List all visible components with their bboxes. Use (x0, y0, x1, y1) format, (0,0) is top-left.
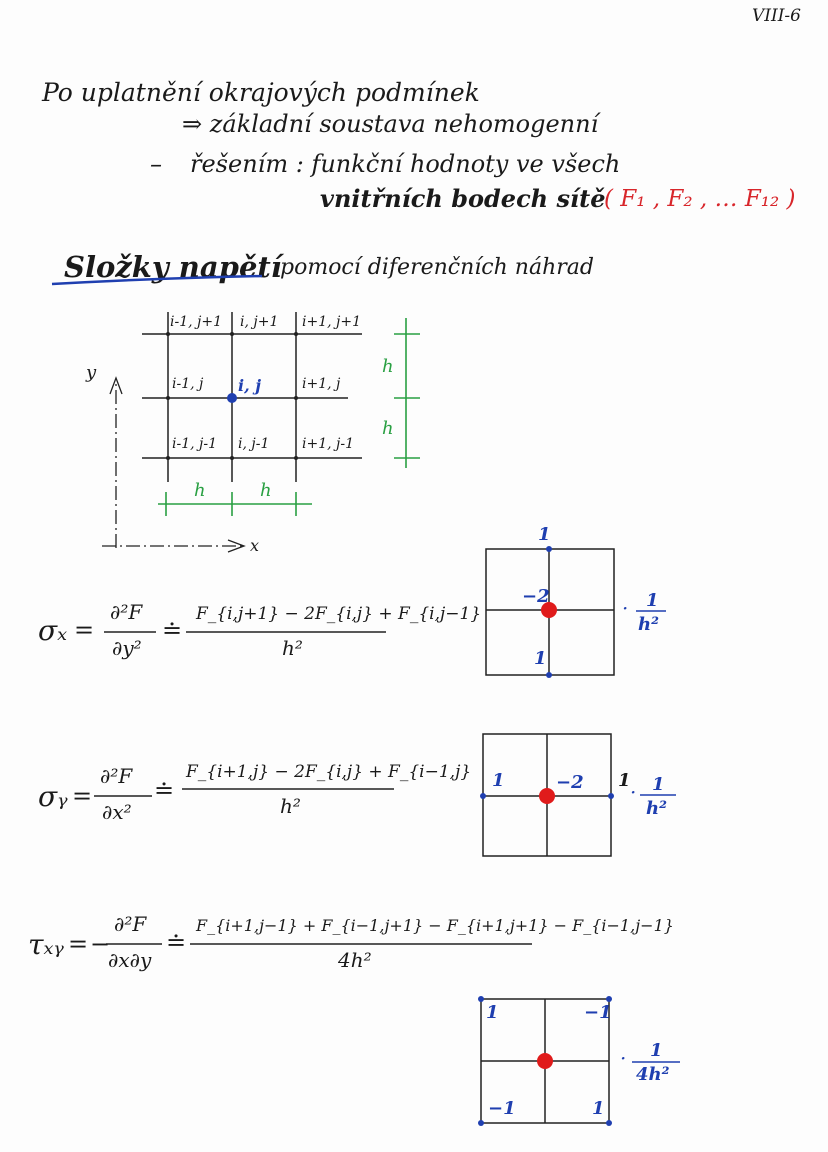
tau-xy-derivative-num: ∂²F (114, 912, 147, 936)
heading-underline (52, 276, 262, 284)
stencil-sigma-y-left (480, 793, 486, 799)
spacing-label-h: h (382, 418, 394, 439)
tau-xy-sign: − (90, 930, 111, 958)
tau-xy-rhs-den: 4h² (338, 948, 372, 972)
stencil-tau-xy-bl-value: −1 (488, 1098, 516, 1119)
sigma-y-derivative-num: ∂²F (100, 764, 133, 788)
sigma-x-factor-dot: · (622, 596, 629, 620)
equals-sign: = (74, 616, 95, 644)
stencil-sigma-x-center-value: −2 (522, 586, 550, 607)
stencil-sigma-y-right-value: 1 (618, 770, 631, 791)
section-subheading: pomocí diferenčních náhrad (280, 255, 594, 280)
tau-xy-derivative-den: ∂x∂y (108, 948, 152, 972)
grid-node-label: i, j+1 (240, 314, 279, 330)
grid-node-label: i-1, j (172, 376, 204, 392)
stencil-tau-xy-center (537, 1053, 553, 1069)
equals-sign: = (68, 930, 89, 958)
intro-line-2: ⇒ základní soustava nehomogenní (182, 110, 599, 138)
intro-line-1: Po uplatnění okrajových podmínek (42, 78, 480, 107)
sigma-y-approx: ≐ (154, 776, 175, 804)
page-label: VIII-6 (752, 6, 801, 26)
tau-xy-approx: ≐ (166, 928, 187, 956)
stencil-sigma-x-bottom (546, 672, 552, 678)
tau-xy-factor-dot: · (620, 1046, 627, 1070)
sigma-y-symbol: σᵧ (38, 780, 68, 813)
stencil-sigma-y-left-value: 1 (492, 770, 505, 791)
tau-xy-factor-den: 4h² (636, 1064, 670, 1085)
axis-y-label: y (86, 362, 97, 383)
sigma-x-factor-den: h² (638, 614, 659, 635)
grid-node-label: i-1, j+1 (170, 314, 222, 330)
grid-node-label: i+1, j (302, 376, 341, 392)
spacing-label-h: h (260, 480, 272, 501)
sigma-x-derivative-den: ∂y² (112, 636, 142, 660)
sigma-y-factor-dot: · (630, 780, 637, 804)
stencil-tau-xy-tl (478, 996, 484, 1002)
tau-xy-rhs-num: F_{i+1,j−1} + F_{i−1,j+1} − F_{i+1,j+1} − F_{i−1,j−1} (196, 916, 674, 935)
sigma-x-rhs-num: F_{i,j+1} − 2F_{i,j} + F_{i,j−1} (196, 604, 482, 624)
stencil-sigma-y-center-value: −2 (556, 772, 584, 793)
sigma-x-factor-num: 1 (646, 590, 659, 611)
stencil-sigma-x-bottom-value: 1 (534, 648, 547, 669)
tau-xy-symbol: τₓᵧ (28, 928, 64, 961)
intro-dash: – (150, 150, 162, 178)
stencil-sigma-y-center (539, 788, 555, 804)
spacing-label-h: h (382, 356, 394, 377)
axes (102, 378, 244, 552)
vertical-spacing-dimension (394, 318, 420, 468)
stencil-tau-xy-br (606, 1120, 612, 1126)
sigma-y-rhs-num: F_{i+1,j} − 2F_{i,j} + F_{i−1,j} (186, 762, 472, 782)
spacing-label-h: h (194, 480, 206, 501)
sigma-x-rhs-den: h² (282, 636, 303, 660)
stencil-sigma-x-top-value: 1 (538, 524, 551, 545)
axis-x-label: x (250, 536, 260, 555)
intro-unknowns: ( F₁ , F₂ , … F₁₂ ) (604, 186, 796, 212)
tau-xy-factor-num: 1 (650, 1040, 663, 1061)
sigma-y-rhs-den: h² (280, 794, 301, 818)
intro-line-4: vnitřních bodech sítě (320, 184, 606, 213)
sigma-y-derivative-den: ∂x² (102, 800, 132, 824)
horizontal-spacing-dimension (158, 492, 312, 516)
stencil-tau-xy-bl (478, 1120, 484, 1126)
sigma-y-factor-den: h² (646, 798, 667, 819)
stencil-tau-xy-br-value: 1 (592, 1098, 605, 1119)
intro-line-3: řešením : funkční hodnoty ve všech (190, 150, 621, 178)
grid-node-label: i, j-1 (238, 436, 270, 452)
sigma-x-derivative-num: ∂²F (110, 600, 143, 624)
stencil-tau-xy-tr-value: −1 (584, 1002, 612, 1023)
grid-lines (142, 312, 362, 482)
sigma-x-approx: ≐ (162, 616, 183, 644)
grid-node-label-center: i, j (238, 376, 262, 395)
stencil-sigma-y-right (608, 793, 614, 799)
stencil-sigma-x-top (546, 546, 552, 552)
sigma-x-symbol: σₓ (38, 614, 68, 647)
stencil-tau-xy-tl-value: 1 (486, 1002, 499, 1023)
grid-node-label: i+1, j-1 (302, 436, 354, 452)
grid-center-node (227, 393, 237, 403)
grid-node-label: i+1, j+1 (302, 314, 361, 330)
sigma-y-factor-num: 1 (652, 774, 665, 795)
equals-sign: = (72, 782, 93, 810)
section-heading: Složky napětí (64, 250, 282, 284)
grid-node-label: i-1, j-1 (172, 436, 217, 452)
